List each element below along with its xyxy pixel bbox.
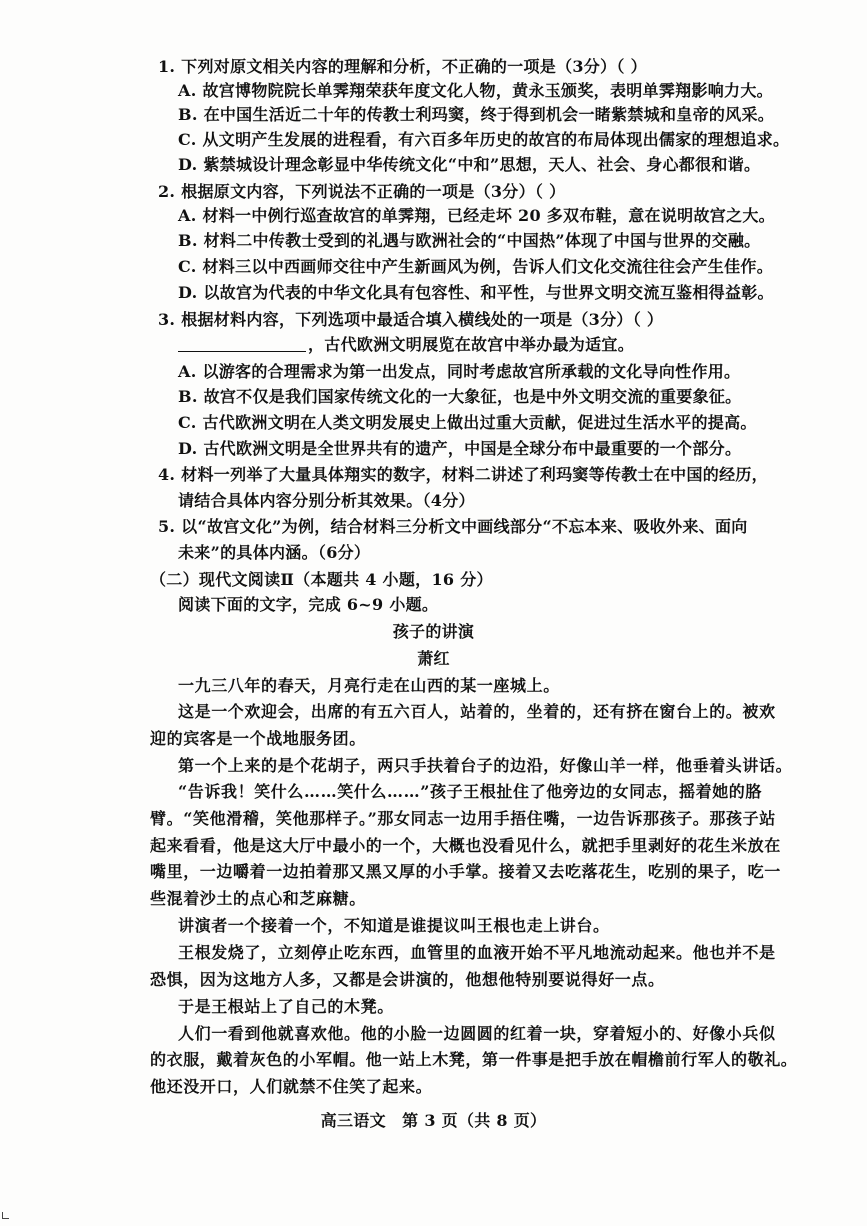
story-title: 孩子的讲演 [392,622,475,641]
question-3-option-d: D. 古代欧洲文明是全世界共有的遗产，中国是全球分布中最重要的一个部分。 [178,439,742,458]
question-1-option-a: A. 故宫博物院院长单霁翔荣获年度文化人物，黄永玉颁奖，表明单霁翔影响力大。 [178,81,773,100]
question-2-option-c: C. 材料三以中西画师交往中产生新画风为例，告诉人们文化交流往往会产生佳作。 [178,257,773,276]
question-2-option-d: D. 以故宫为代表的中华文化具有包容性、和平性，与世界文明交流互鉴相得益彰。 [178,283,774,302]
question-2-option-b: B. 材料二中传教士受到的礼遇与欧洲社会的“中国热”体现了中国与世界的交融。 [178,231,761,250]
question-4-line-1: 4. 材料一列举了大量具体翔实的数字，材料二讲述了利玛窦等传教士在中国的经历， [158,465,768,484]
story-line: 些混着沙土的点心和芝麻糖。 [150,889,366,908]
question-3-stem: 3. 根据材料内容，下列选项中最适合填入横线处的一项是（3分）（ ） [158,310,664,329]
question-2-option-a: A. 材料一中例行巡查故宫的单霁翔，已经走坏 20 多双布鞋，意在说明故宫之大。 [178,206,775,225]
story-line: 这是一个欢迎会，出席的有五六百人，站着的，坐着的，还有挤在窗台上的。被欢 [178,702,776,721]
fill-in-blank [178,335,306,352]
scan-corner-mark [2,1212,9,1219]
section-instruction: 阅读下面的文字，完成 6~9 小题。 [178,595,439,614]
question-3-option-c: C. 古代欧洲文明在人类文明发展史上做出过重大贡献，促进过生活水平的提高。 [178,413,757,432]
story-author: 萧红 [417,649,450,668]
question-1-option-b: B. 在中国生活近二十年的传教士利玛窦，终于得到机会一睹紫禁城和皇帝的风采。 [178,105,775,124]
question-1-stem: 1. 下列对原文相关内容的理解和分析，不正确的一项是（3分）（ ） [158,57,647,76]
question-4-line-2: 请结合具体内容分别分析其效果。（4分） [178,491,475,510]
question-3-blank-text: ，古代欧洲文明展览在故宫中举办最为适宜。 [308,335,635,354]
page-footer: 高三语文 第 3 页（共 8 页） [320,1111,547,1130]
question-1-option-d: D. 紫禁城设计理念彰显中华传统文化“中和”思想，天人、社会、身心都很和谐。 [178,155,761,174]
story-line: 嘴里，一边嚼着一边拍着那又黑又厚的小手掌。接着又去吃落花生，吃别的果子，吃一 [150,862,781,881]
story-line: “告诉我！笑什么……笑什么……”孩子王根扯住了他旁边的女同志，摇着她的胳 [178,782,763,801]
question-3-option-a: A. 以游客的合理需求为第一出发点，同时考虑故宫所承载的文化导向性作用。 [178,362,741,381]
story-line: 迎的宾客是一个战地服务团。 [150,729,366,748]
story-line: 起来看看，他是这大厅中最小的一个，大概也没看见什么，就把手里剥好的花生米放在 [150,836,781,855]
question-3-blank-line [178,334,634,356]
story-line: 臂。“笑他滑稽，笑他那样子。”那女同志一边用手捂住嘴，一边告诉那孩子。那孩子站 [150,809,776,828]
story-line: 人们一看到他就喜欢他。他的小脸一边圆圆的红着一块，穿着短小的、好像小兵似 [178,1024,776,1043]
story-line: 于是王根站上了自己的木凳。 [178,997,394,1016]
story-line: 的衣服，戴着灰色的小军帽。他一站上木凳，第一件事是把手放在帽檐前行军人的敬礼。 [150,1050,798,1069]
question-1-option-c: C. 从文明产生发展的进程看，有六百多年历史的故宫的布局体现出儒家的理想追求。 [178,130,790,149]
story-line: 第一个上来的是个花胡子，两只手扶着台子的边沿，好像山羊一样，他垂着头讲话。 [178,756,793,775]
story-line: 他还没开口，人们就禁不住笑了起来。 [150,1077,433,1096]
question-5-line-2: 未来”的具体内涵。（6分） [178,543,371,562]
question-3-option-b: B. 故宫不仅是我们国家传统文化的一大象征，也是中外文明交流的重要象征。 [178,387,742,406]
question-2-stem: 2. 根据原文内容，下列说法不正确的一项是（3分）（ ） [158,182,566,201]
story-line: 王根发烧了，立刻停止吃东西，血管里的血液开始不平凡地流动起来。他也并不是 [178,943,776,962]
story-line: 恐惧，因为这地方人多，又都是会讲演的，他想他特别要说得好一点。 [150,970,665,989]
story-line: 讲演者一个接着一个，不知道是谁提议叫王根也走上讲台。 [178,916,610,935]
story-line: 一九三八年的春天，月亮行走在山西的某一座城上。 [178,676,560,695]
section-heading: （二）现代文阅读Ⅱ（本题共 4 小题，16 分） [150,570,493,589]
question-5-line-1: 5. 以“故宫文化”为例，结合材料三分析文中画线部分“不忘本来、吸收外来、面向 [158,517,748,536]
